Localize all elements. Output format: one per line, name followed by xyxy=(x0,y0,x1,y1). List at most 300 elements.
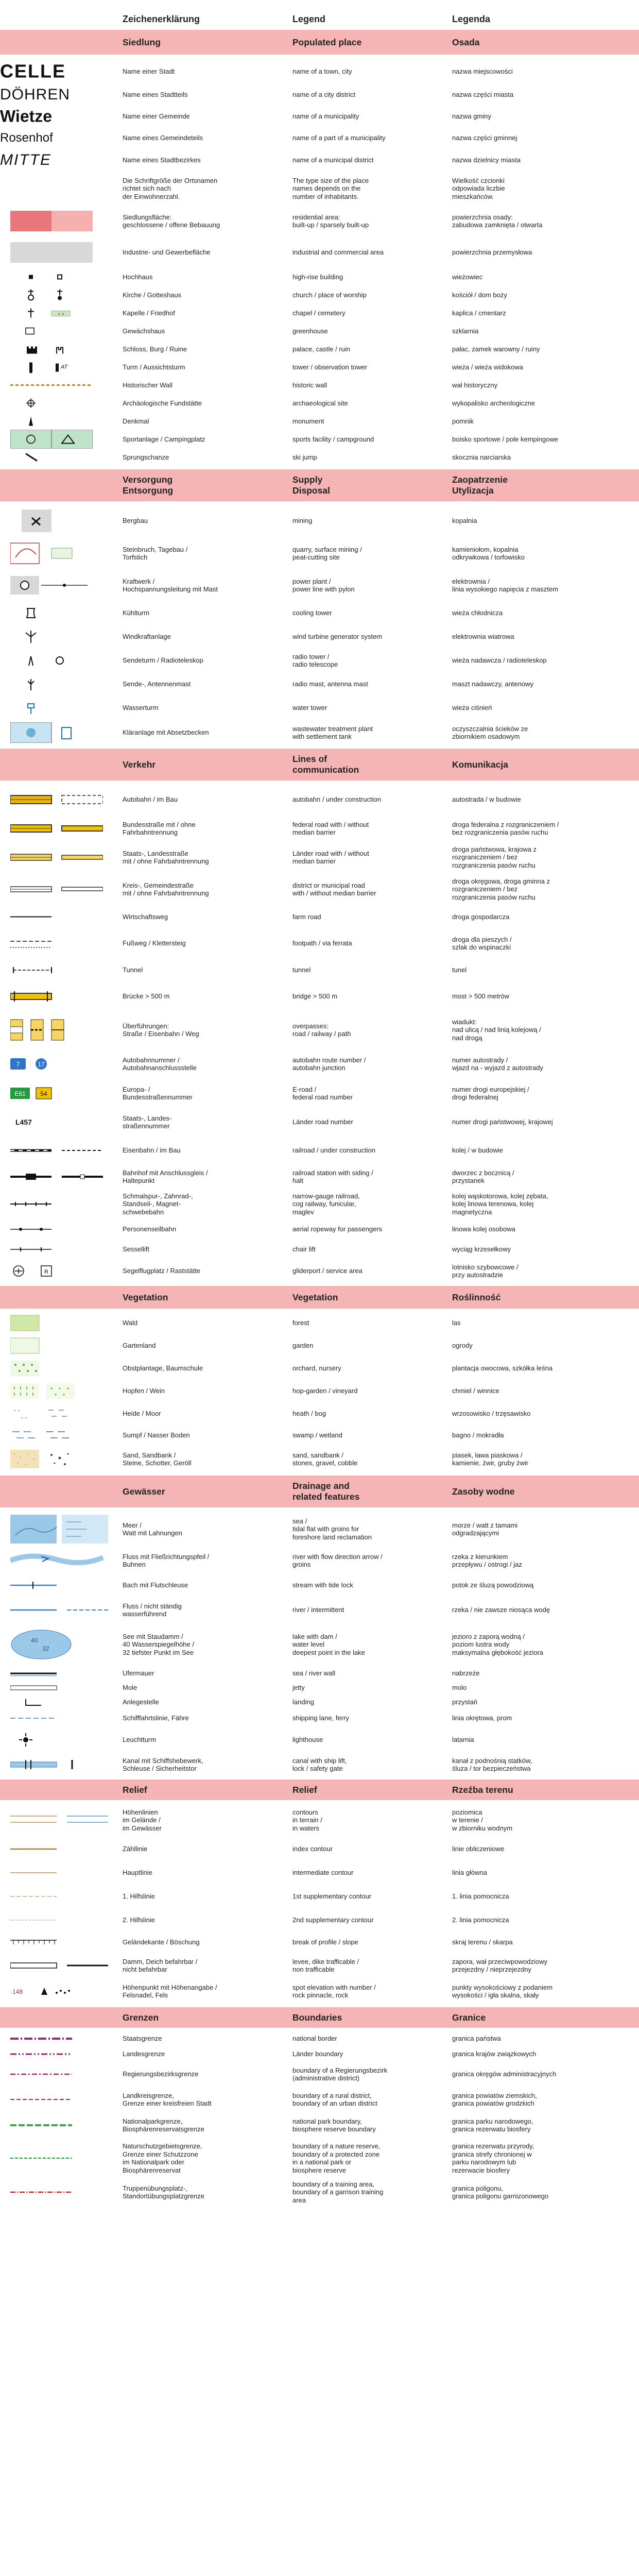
map-symbol-ropeway xyxy=(10,1219,118,1240)
label-german: Name einer Gemeinde xyxy=(123,112,190,120)
legend-row-kreis xyxy=(0,2087,639,2112)
label-polish: nazwa dzielnicy miasta xyxy=(452,156,521,164)
map-symbol-antenna xyxy=(10,672,118,696)
label-german: Turm / Aussichtsturm xyxy=(123,363,185,371)
label-german: Sessellift xyxy=(123,1245,150,1253)
label-polish: nazwa gminy xyxy=(452,112,491,120)
legend-row-church xyxy=(0,286,639,304)
label-polish: wieża chłodnicza xyxy=(452,609,503,617)
label-polish: numer autostrady / wjazd na - wyjazd z autostrady xyxy=(452,1056,544,1072)
map-symbol-military xyxy=(10,2178,118,2206)
svg-text:40: 40 xyxy=(31,1637,38,1644)
legend-row-supp1 xyxy=(0,1885,639,1908)
map-symbol-archaeo xyxy=(10,394,118,412)
header-polish: Legenda xyxy=(452,14,491,24)
legend-row-station xyxy=(0,1164,639,1189)
label-german: Windkraftanlage xyxy=(123,633,171,641)
section-title-polish: Roślinność xyxy=(452,1292,501,1302)
legend-row-sports xyxy=(0,430,639,448)
legend-row-laender xyxy=(0,2046,639,2062)
legend-row-hops xyxy=(0,1380,639,1402)
label-polish: plantacja owocowa, szkółka leśna xyxy=(452,1364,553,1372)
section-title-german: Versorgung Entsorgung xyxy=(123,474,174,496)
label-polish: chmiel / winnice xyxy=(452,1387,499,1395)
label-german: Fluss mit Fließrichtungspfeil / Buhnen xyxy=(123,1552,210,1568)
section-title-german: Gewässer xyxy=(123,1486,165,1497)
label-german: Die Schriftgröße der Ortsnamen richtet sich nach der Einwohnerzahl. xyxy=(123,176,218,200)
section-title-english: Boundaries xyxy=(292,2012,342,2023)
label-english: jetty xyxy=(292,1684,305,1692)
legend-row-supp2 xyxy=(0,1908,639,1932)
label-german: Kirche / Gotteshaus xyxy=(123,291,182,299)
label-polish: 2. linia pomocnicza xyxy=(452,1916,509,1924)
label-polish: kościół / dom boży xyxy=(452,291,507,299)
legend-row-landesstr xyxy=(0,841,639,873)
label-german: Schmalspur-, Zahnrad-, Standseil-, Magnet- schwebebahn xyxy=(123,1192,193,1216)
label-german: Segelflugplatz / Raststätte xyxy=(123,1267,201,1275)
svg-text:7: 7 xyxy=(16,1060,20,1068)
map-symbol-church xyxy=(10,286,118,304)
label-polish: skocznia narciarska xyxy=(452,453,511,461)
label-polish: Wielkość czcionki odpowiada liczbie mieszkańców. xyxy=(452,176,505,200)
label-german: Regierungsbezirksgrenze xyxy=(123,2070,199,2078)
label-polish: linie obliczeniowe xyxy=(452,1845,505,1853)
legend-row-narrowgauge xyxy=(0,1189,639,1219)
label-german: Landkreisgrenze, Grenze einer kreisfreien Stadt xyxy=(123,2091,212,2107)
label-german: Brücke > 500 m xyxy=(123,992,170,1001)
legend-row-sea xyxy=(0,1511,639,1548)
label-english: quarry, surface mining / peat-cutting site xyxy=(292,545,362,561)
label-german: Sendeturm / Radioteleskop xyxy=(123,656,203,665)
label-polish: punkty wysokościowy z podaniem wysokości / igła skalna, skały xyxy=(452,1983,553,1999)
label-german: Gartenland xyxy=(123,1342,156,1350)
legend-row-railway xyxy=(0,1137,639,1164)
legend-row-lake xyxy=(0,1623,639,1666)
legend-row-bundesstr xyxy=(0,816,639,841)
label-english: landing xyxy=(292,1698,314,1706)
label-polish: droga państwowa, krajowa z rozgraniczeniem / bez rozgraniczenia pasów ruchu xyxy=(452,845,537,869)
label-german: Wasserturm xyxy=(123,704,159,712)
label-polish: nazwa części miasta xyxy=(452,91,514,99)
label-english: name of a municipality xyxy=(292,112,359,120)
legend-row-slope xyxy=(0,1932,639,1953)
place-name-sample: MITTE xyxy=(0,151,51,168)
legend-row-stream xyxy=(0,1573,639,1597)
label-polish: kopalnia xyxy=(452,517,477,525)
map-symbol-chapel xyxy=(10,304,118,322)
map-symbol-autobahn xyxy=(10,784,118,816)
label-german: Truppenübungsplatz-, Standortübungsplatzgrenze xyxy=(123,2184,205,2200)
map-symbol-ferry xyxy=(10,1709,118,1727)
map-symbol-canal xyxy=(10,1753,118,1776)
legend-row-industrial xyxy=(0,237,639,268)
label-german: Hopfen / Wein xyxy=(123,1387,165,1395)
label-german: Ufermauer xyxy=(123,1669,154,1677)
svg-text:32: 32 xyxy=(42,1645,49,1652)
label-english: radio mast, antenna mast xyxy=(292,680,368,688)
legend-row-overpass xyxy=(0,1011,639,1049)
label-german: Tunnel xyxy=(123,966,143,974)
legend-row-natpark xyxy=(0,2112,639,2138)
label-english: residential area: built-up / sparsely built-up xyxy=(292,213,369,229)
map-symbol-levee xyxy=(10,1953,118,1978)
label-english: orchard, nursery xyxy=(292,1364,341,1372)
label-german: Gewächshaus xyxy=(123,327,165,335)
label-german: Leuchtturm xyxy=(123,1736,157,1744)
legend-row-garden xyxy=(0,1334,639,1357)
label-polish: maszt nadawczy, antenowy xyxy=(452,680,533,688)
legend-row-forest xyxy=(0,1312,639,1334)
label-english: Länder road number xyxy=(292,1118,353,1126)
label-polish: zapora, wał przeciwpowodziowy przejezdny / nieprzejezdny xyxy=(452,1957,547,1973)
legend-row-sample-mitte xyxy=(0,148,639,172)
section-band-verkehr xyxy=(0,749,639,781)
label-german: Sportanlage / Campingplatz xyxy=(123,435,205,443)
label-german: Landesgrenze xyxy=(123,2050,165,2058)
map-symbol-highrise xyxy=(10,268,118,286)
label-polish: droga gospodarcza xyxy=(452,912,510,921)
label-english: sea / tidal flat with groins for foreshore land reclamation xyxy=(292,1517,372,1541)
map-symbol-garden xyxy=(10,1334,118,1357)
label-german: Kläranlage mit Absetzbecken xyxy=(123,728,209,737)
label-english: mining xyxy=(292,517,313,525)
map-symbol-glider xyxy=(10,1259,118,1283)
map-symbol-spotheight xyxy=(10,1978,118,2004)
label-english: sea / river wall xyxy=(292,1669,336,1677)
label-english: chapel / cemetery xyxy=(292,309,346,317)
legend-row-monument xyxy=(0,412,639,430)
label-german: Fluss / nicht ständig wasserführend xyxy=(123,1602,182,1618)
label-polish: kolej wąskotorowa, kolej zębata, kolej linowa terenowa, kolej magnetyczna xyxy=(452,1192,548,1216)
map-symbol-wall xyxy=(10,376,118,394)
label-english: lake with dam / water level deepest point in the lake xyxy=(292,1632,365,1656)
label-polish: rzeka z kierunkiem przepływu / ostrogi / jaz xyxy=(452,1552,522,1568)
legend-row-riverwall xyxy=(0,1666,639,1681)
label-english: hop-garden / vineyard xyxy=(292,1387,358,1395)
map-symbol-supp1 xyxy=(10,1885,118,1908)
section-title-polish: Rzeźba terenu xyxy=(452,1784,513,1795)
map-symbol-sand xyxy=(10,1446,118,1472)
legend-row-sample-celle xyxy=(0,58,639,85)
map-symbol-heath xyxy=(10,1402,118,1425)
legend-row-tunnel xyxy=(0,958,639,982)
label-polish: nazwa części gminnej xyxy=(452,134,517,142)
label-english: name of a city district xyxy=(292,91,356,99)
map-symbol-landesstr xyxy=(10,841,118,873)
legend-row-wall xyxy=(0,376,639,394)
map-symbol-powerplant xyxy=(10,569,118,601)
svg-text:R: R xyxy=(44,1269,48,1275)
map-symbol-mining xyxy=(10,504,118,537)
map-symbol-landesnr xyxy=(10,1108,118,1137)
label-english: spot elevation with number / rock pinnacle, rock xyxy=(292,1983,376,1999)
label-german: Kreis-, Gemeindestraße mit / ohne Fahrbahntrennung xyxy=(123,881,209,897)
label-english: water tower xyxy=(292,704,327,712)
label-polish: granica krajów związkowych xyxy=(452,2050,537,2058)
map-symbol-stream xyxy=(10,1573,118,1597)
legend-row-orchard xyxy=(0,1357,639,1380)
label-german: Staats-, Landesstraße mit / ohne Fahrbahntrennung xyxy=(123,849,209,865)
label-polish: elektrownia wiatrowa xyxy=(452,633,514,641)
label-german: Hauptlinie xyxy=(123,1869,152,1877)
label-german: Geländekante / Böschung xyxy=(123,1938,200,1946)
legend-row-watertower xyxy=(0,696,639,720)
svg-text:54: 54 xyxy=(40,1090,47,1097)
label-german: See mit Staudamm / 40 Wasserspiegelhöhe / 32 tiefster Punkt im See xyxy=(123,1632,194,1656)
label-english: monument xyxy=(292,417,324,425)
label-german: Autobahn / im Bau xyxy=(123,795,178,804)
map-symbol-forest xyxy=(10,1312,118,1334)
svg-text:L457: L457 xyxy=(15,1118,32,1126)
label-polish: granica okręgów administracyjnych xyxy=(452,2070,557,2078)
legend-row-sewage xyxy=(0,720,639,745)
place-name-sample: Wietze xyxy=(0,107,53,125)
label-english: The type size of the place names depends on the number of inhabitants. xyxy=(292,176,369,200)
label-polish: szklarnia xyxy=(452,327,479,335)
label-german: Nationalparkgrenze, Biosphärenreservatsgrenze xyxy=(123,2117,204,2133)
map-symbol-river xyxy=(10,1548,118,1573)
label-german: Kühlturm xyxy=(123,609,150,617)
map-symbol-naturepark xyxy=(10,2138,118,2178)
map-symbol-riverwall xyxy=(10,1666,118,1681)
legend-row-footpath xyxy=(0,928,639,958)
label-polish: powierzchnia przemysłowa xyxy=(452,248,532,257)
place-name-sample: Rosenhof xyxy=(0,131,53,145)
label-english: levee, dike trafficable / non trafficable xyxy=(292,1957,359,1973)
map-symbol-bridge xyxy=(10,982,118,1011)
label-german: Höhenlinien im Gelände / im Gewässer xyxy=(123,1808,162,1832)
legend-body xyxy=(0,30,639,2206)
label-english: stream with tide lock xyxy=(292,1581,353,1589)
label-polish: las xyxy=(452,1319,461,1327)
section-title-english: Relief xyxy=(292,1784,317,1795)
label-german: Schifffahrtslinie, Fähre xyxy=(123,1714,189,1722)
legend-row-intermediate xyxy=(0,1861,639,1885)
section-title-polish: Granice xyxy=(452,2012,486,2023)
label-german: Bahnhof mit Anschlussgleis / Haltepunkt xyxy=(123,1168,208,1184)
map-symbol-lake xyxy=(10,1623,118,1666)
map-symbol-sea xyxy=(10,1511,118,1548)
label-german: Höhenpunkt mit Höhenangabe / Felsnadel, Fels xyxy=(123,1983,217,1999)
label-polish: wał historyczny xyxy=(452,381,498,389)
map-symbol-tunnel xyxy=(10,958,118,982)
label-polish: nabrzeże xyxy=(452,1669,480,1677)
section-band-grenzen xyxy=(0,2007,639,2028)
legend-row-intermittent xyxy=(0,1597,639,1623)
label-german: Europa- / Bundesstraßennummer xyxy=(123,1085,193,1101)
legend-row-autobahn xyxy=(0,784,639,816)
legend-row-farmroad xyxy=(0,905,639,928)
legend-row-antenna xyxy=(0,672,639,696)
section-title-polish: Zaopatrzenie Utylizacja xyxy=(452,474,508,496)
label-polish: przystań xyxy=(452,1698,478,1706)
map-symbol-none xyxy=(10,172,118,205)
map-symbol-orchard xyxy=(10,1357,118,1380)
label-english: heath / bog xyxy=(292,1410,326,1418)
label-polish: droga dla pieszych / szlak do wspinaczki xyxy=(452,935,512,951)
map-symbol-footpath xyxy=(10,928,118,958)
legend-row-ropeway xyxy=(0,1219,639,1240)
section-title-english: Drainage and related features xyxy=(292,1481,360,1502)
label-english: footpath / via ferrata xyxy=(292,939,352,947)
label-polish: linowa kolej osobowa xyxy=(452,1225,515,1233)
legend-row-ferry xyxy=(0,1709,639,1727)
label-polish: nazwa miejscowości xyxy=(452,67,513,75)
label-polish: droga okręgowa, droga gminna z rozgraniczeniem / bez rozgraniczenia pasów ruchu xyxy=(452,877,550,901)
label-german: Zähllinie xyxy=(123,1845,148,1853)
label-german: Historischer Wall xyxy=(123,381,173,389)
label-english: break of profile / slope xyxy=(292,1938,358,1946)
label-english: cooling tower xyxy=(292,609,332,617)
label-english: name of a municipal district xyxy=(292,156,374,164)
map-symbol-skijump xyxy=(10,448,118,466)
label-english: Länder boundary xyxy=(292,2050,343,2058)
label-polish: kanał z podnośnią statków, śluza / tor bezpieczeństwa xyxy=(452,1756,532,1772)
section-title-english: Supply Disposal xyxy=(292,474,330,496)
label-polish: wrzosowisko / trzęsawisko xyxy=(452,1410,531,1418)
label-english: name of a part of a municipality xyxy=(292,134,386,142)
label-english: industrial and commercial area xyxy=(292,248,384,257)
label-english: Länder road with / without median barrier xyxy=(292,849,369,865)
label-english: canal with ship lift, lock / safety gate xyxy=(292,1756,347,1772)
label-polish: latarnia xyxy=(452,1736,474,1744)
label-german: Eisenbahn / im Bau xyxy=(123,1146,181,1155)
label-english: radio tower / radio telescope xyxy=(292,652,338,668)
legend-row-index xyxy=(0,1837,639,1861)
label-english: 2nd supplementary contour xyxy=(292,1916,374,1924)
label-english: bridge > 500 m xyxy=(292,992,338,1001)
label-english: church / place of worship xyxy=(292,291,367,299)
section-band-siedlung xyxy=(0,30,639,55)
label-german: Heide / Moor xyxy=(123,1410,161,1418)
label-german: Denkmal xyxy=(123,417,149,425)
map-symbol-regbez xyxy=(10,2062,118,2087)
label-english: forest xyxy=(292,1319,309,1327)
legend-row-greenhouse xyxy=(0,322,639,340)
label-german: Überführungen: Straße / Eisenbahn / Weg xyxy=(123,1022,199,1038)
label-polish: wyciąg krzesełkowy xyxy=(452,1245,511,1253)
legend-row-highrise xyxy=(0,268,639,286)
label-english: boundary of a training area, boundary of a garrison training area xyxy=(292,2180,384,2204)
map-symbol-tower xyxy=(10,358,118,376)
label-polish: kamieniołom, kopalnia odkrywkowa / torfowisko xyxy=(452,545,525,561)
label-german: Name einer Stadt xyxy=(123,67,175,75)
label-english: index contour xyxy=(292,1845,333,1853)
label-german: Bach mit Flutschleuse xyxy=(123,1581,188,1589)
label-english: shipping lane, ferry xyxy=(292,1714,349,1722)
label-polish: bagno / mokradła xyxy=(452,1431,504,1439)
label-polish: most > 500 metrów xyxy=(452,992,509,1001)
label-english: farm road xyxy=(292,912,321,921)
label-german: Wald xyxy=(123,1319,138,1327)
label-polish: 1. linia pomocnicza xyxy=(452,1892,509,1901)
label-english: national park boundary, biosphere reserve boundary xyxy=(292,2117,376,2133)
legend-row-europenr xyxy=(0,1079,639,1108)
label-polish: wieża ciśnień xyxy=(452,704,492,712)
section-band-vegetation xyxy=(0,1286,639,1309)
legend-row-chapel xyxy=(0,304,639,322)
label-polish: granica powiatów ziemskich, granica powiatów grodzkich xyxy=(452,2091,537,2107)
map-symbol-index xyxy=(10,1837,118,1861)
label-english: railroad station with siding / halt xyxy=(292,1168,373,1184)
label-german: Staatsgrenze xyxy=(123,2035,162,2043)
map-symbol-windfarm xyxy=(10,625,118,649)
label-english: tunnel xyxy=(292,966,311,974)
label-german: Naturschutzgebietsgrenze, Grenze einer Schutzzone im Nationalpark oder Biosphärenreservat xyxy=(123,2142,202,2174)
svg-text:·148: ·148 xyxy=(10,1988,23,1995)
legend-row-heath xyxy=(0,1402,639,1425)
legend-row-kreisstr xyxy=(0,873,639,905)
label-english: railroad / under construction xyxy=(292,1146,376,1155)
label-english: name of a town, city xyxy=(292,67,352,75)
label-german: Staats-, Landes- straßennummer xyxy=(123,1114,172,1130)
legend-row-radiotower xyxy=(0,649,639,672)
map-symbol-cooling xyxy=(10,601,118,625)
label-polish: molo xyxy=(452,1684,467,1692)
label-polish: kaplica / cmentarz xyxy=(452,309,506,317)
section-band-relief xyxy=(0,1780,639,1800)
map-symbol-station xyxy=(10,1164,118,1189)
map-symbol-slope xyxy=(10,1932,118,1953)
label-english: sand, sandbank / stones, gravel, cobble xyxy=(292,1451,358,1467)
map-symbol-jetty xyxy=(10,1681,118,1695)
map-symbol-watertower xyxy=(10,696,118,720)
label-german: Wirtschaftsweg xyxy=(123,912,168,921)
section-title-german: Siedlung xyxy=(123,37,161,47)
map-symbol-contours xyxy=(10,1803,118,1837)
label-polish: ogrody xyxy=(452,1342,473,1350)
legend-row-glider xyxy=(0,1259,639,1283)
label-english: sports facility / campground xyxy=(292,435,374,443)
label-english: autobahn route number / autobahn junction xyxy=(292,1056,366,1072)
label-polish: wieża / wieża widokowa xyxy=(452,363,524,371)
label-polish: skraj terenu / skarpa xyxy=(452,1938,513,1946)
section-title-polish: Komunikacja xyxy=(452,759,508,770)
legend-row-tower xyxy=(0,358,639,376)
map-symbol-sewage xyxy=(10,720,118,745)
svg-text:~ ~: ~ ~ xyxy=(13,1408,21,1413)
label-polish: linia główna xyxy=(452,1869,487,1877)
legend-row-sand xyxy=(0,1446,639,1472)
label-german: Sprungschanze xyxy=(123,453,169,461)
label-polish: tunel xyxy=(452,966,467,974)
label-english: power plant / power line with pylon xyxy=(292,577,355,593)
legend-row-swamp xyxy=(0,1425,639,1446)
label-polish: pomnik xyxy=(452,417,474,425)
label-german: Anlegestelle xyxy=(123,1698,159,1706)
label-german: 2. Hilfslinie xyxy=(123,1916,155,1924)
map-symbol-overpass xyxy=(10,1011,118,1049)
svg-text:E61: E61 xyxy=(14,1090,26,1097)
legend-row-sample-wietze xyxy=(0,105,639,128)
label-english: gliderport / service area xyxy=(292,1267,362,1275)
section-title-german: Vegetation xyxy=(123,1292,168,1302)
label-german: Mole xyxy=(123,1684,137,1692)
label-polish: piasek, ława piaskowa / kamienie, żwir, gruby żwir xyxy=(452,1451,529,1467)
label-german: Damm, Deich befahrbar / nicht befahrbar xyxy=(123,1957,198,1973)
svg-text:17: 17 xyxy=(38,1061,45,1068)
legend-row-skijump xyxy=(0,448,639,466)
label-german: Name eines Gemeindeteils xyxy=(123,134,203,142)
label-german: Name eines Stadtbezirkes xyxy=(123,156,201,164)
label-german: Obstplantage, Baumschule xyxy=(123,1364,203,1372)
label-german: Personenseilbahn xyxy=(123,1225,177,1233)
label-polish: granica rezerwatu przyrody, granica strefy chronionej w parku narodowym lub rezerwacie biosfery xyxy=(452,2142,534,2174)
section-title-polish: Osada xyxy=(452,37,480,47)
label-polish: wiadukt: nad ulicą / nad linią kolejową / nad drogą xyxy=(452,1018,541,1042)
map-symbol-swamp xyxy=(10,1425,118,1446)
label-english: contours in terrain / in waters xyxy=(292,1808,322,1832)
